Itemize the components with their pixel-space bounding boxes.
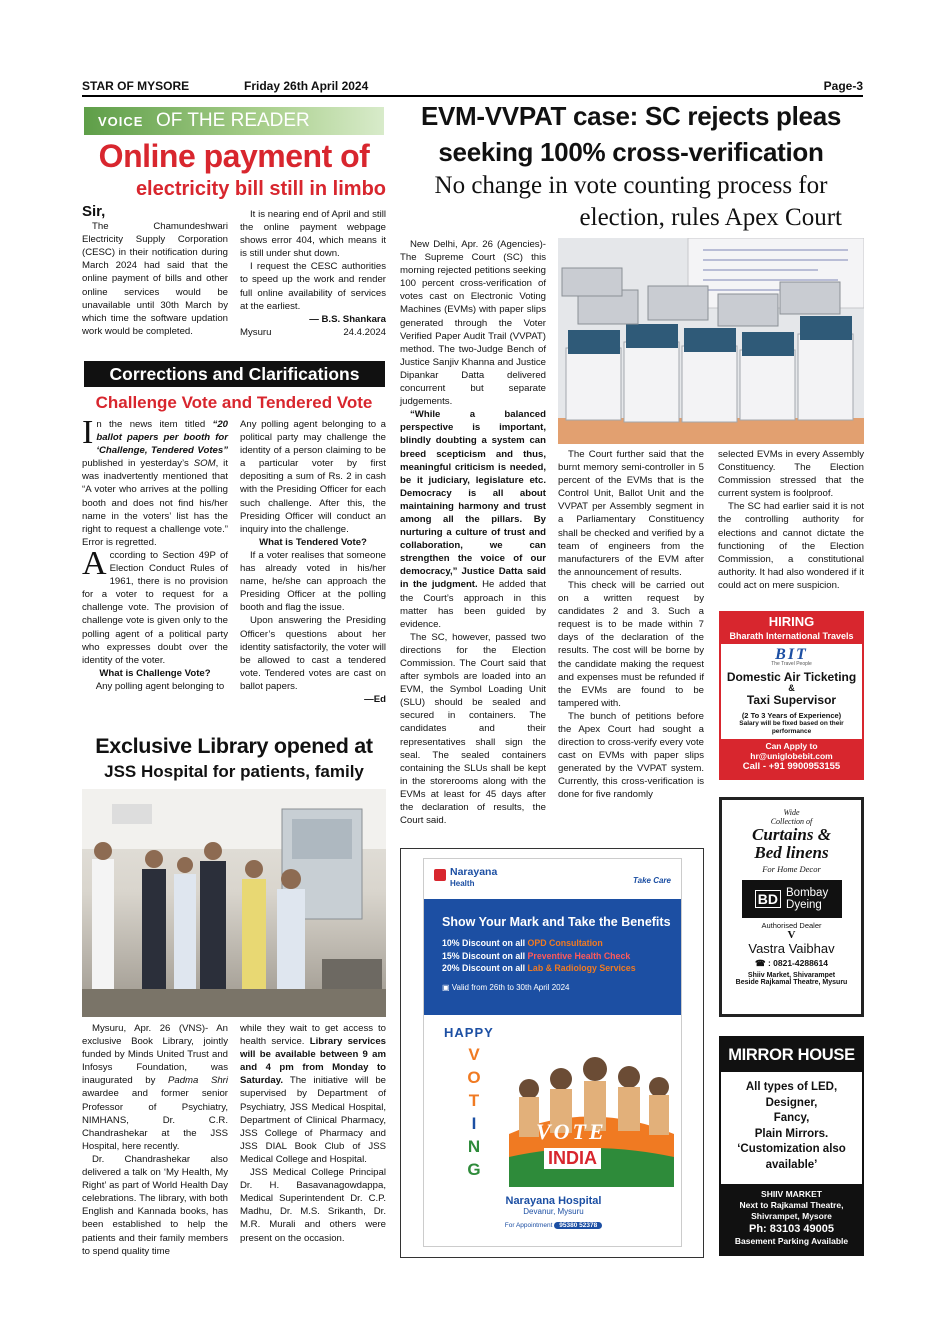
corrections-banner: Corrections and Clarifications (84, 361, 385, 387)
voice-column-2 (240, 208, 386, 339)
ad-mirror-title: MIRROR HOUSE (721, 1038, 862, 1072)
voice-banner (84, 107, 384, 135)
corrections-column-1 (82, 414, 228, 693)
voice-headline-1: Online payment of (98, 138, 370, 174)
ad-narayana (423, 858, 682, 1247)
corrections-question-2: What is Tendered Vote? (259, 536, 367, 548)
ad-narayana-hospital: Narayana Hospital (505, 1195, 602, 1207)
evm-paragraph-2: “While a balanced perspective is important, blindly doubting a system can breed scepticism and thus, meaningful criticism is needed, be it judiciary, legislature etc. Democracy is all about maintaining harmony and trust among all the pillars. By nurturing a culture of trust and collaboration, we can strengthen the voice of our democracy,” Justice Datta said in the judgment. He added that the Court’s approach in this matter has been guided by evidence. (400, 409, 546, 630)
ad-curtains-line-1: Curtains & (752, 825, 831, 844)
ad-hiring-email[interactable]: hr@uniglobebit.com (750, 751, 833, 761)
ad-narayana-india: INDIA (544, 1148, 601, 1169)
library-paragraph-3: while they wait to get access to health service. Library services will be available between 9 am and 4 pm from Monday to Saturday. The initiative will be supervised by Department of Psychiatry, JSS Medical Hospital, Department of Clinical Pharmacy, JSS College of Pharmacy and JSS DIAL Book Club of JSS Medical College and Hospital. (240, 1023, 386, 1165)
ad-curtains-brand-logo (742, 880, 842, 918)
ad-narayana-voting-letters (464, 1043, 484, 1181)
ad-mirror-line: Fancy, (773, 1112, 810, 1124)
evm-paragraph-8: The SC had earlier said it is not the controlling authority for elections and cannot dictate the functioning of the Election Commission, a constitutional authority. It had also wondered if it could act on mere suspicion. (718, 501, 864, 591)
library-column-1 (82, 1022, 228, 1258)
ad-mirror-parking: Basement Parking Available (734, 1236, 849, 1246)
library-paragraph-2: Dr. Chandrashekar also delivered a talk on ‘My Health, My Right’ as part of World Health Day celebrations. The library, with both English and Kannada books, has been established to help the patients and their family members to spend quality time (82, 1153, 228, 1257)
ad-curtains-decor: For Home Decor (762, 864, 821, 874)
voice-headline-2: electricity bill still in limbo (135, 178, 386, 200)
ad-mirror-line: ‘Customization also (737, 1143, 846, 1155)
vastra-logo-icon: V (787, 929, 796, 941)
corrections-column-2 (240, 418, 386, 706)
library-photo (82, 789, 386, 1017)
ad-hiring-amp: & (788, 683, 795, 693)
corrections-question-1: What is Challenge Vote? (99, 667, 211, 679)
ad-curtains-address-1: Shiiv Market, Shivarampet (747, 972, 836, 979)
voice-signature: — B.S. Shankara (309, 313, 386, 325)
ad-mirror-line: All types of LED, (745, 1081, 838, 1093)
library-photo-illustration (82, 789, 386, 1017)
ad-hiring-title: HIRING (721, 613, 862, 630)
ad-narayana-letter: V (468, 1045, 480, 1064)
ad-hiring-contact (721, 739, 862, 778)
ad-curtains-collection: Collection of (770, 817, 813, 826)
ad-narayana-appointment: For Appointment 95380 52378 (424, 1222, 682, 1229)
ad-narayana-offer: 15% Discount on all Preventive Health Check (442, 950, 631, 961)
ad-curtains-shop: Vastra Vaibhav (748, 941, 835, 956)
ad-mirror-phone: Ph: 83103 49005 (748, 1223, 834, 1235)
evm-paragraph-5: This check will be carried out on a written request by candidates 2 and 3. Such a request is to be made within 7 days of the declaration of the results. The cost will be borne by the candidate making the request and expenses must be refunded if the EVMs are found to be tampered with. (558, 579, 704, 709)
ad-mirror-line: Designer, (765, 1096, 818, 1109)
voice-paragraph: I request the CESC authorities to speed up the work and render full online availability of services at the earliest. (240, 261, 386, 312)
ad-narayana-vote-word: VOTE (536, 1119, 607, 1144)
evm-paragraph-4: The Court further said that the burnt memory semi-controller in 5 percent of the EVMs that is the Control Unit, Ballot Unit and the VVPAT per Assembly segment in a Parliamentary Constituency shall be checked and verified by a team of engineers from the manufacturers of the EVM after the announcement of results. (558, 449, 704, 578)
voice-paragraph: The Chamundeshwari Electricity Supply Corporation (CESC) in their notification during March 2024 had said that the online payment of bills and other online services would be unavailable until 30th March by which time the software updation work would be completed. (82, 221, 228, 337)
ad-narayana-offer-panel (424, 899, 682, 1015)
library-paragraph-4: JSS Medical College Principal Dr. H. Basavanagowdappa, Medical Superintendent Dr. C.P. Madhu, Dr. M.S. Srikanth, Dr. M.R. Murali and others were present on the occasion. (240, 1167, 386, 1244)
ad-narayana-logo-icon (434, 869, 446, 881)
corrections-sign: —Ed (364, 693, 386, 705)
library-column-2 (240, 1022, 386, 1245)
ad-narayana-tagline: Take Care (633, 876, 671, 885)
page-number: Page-3 (823, 79, 863, 93)
ad-narayana-offer: 20% Discount on all Lab & Radiology Services (442, 963, 636, 973)
corrections-paragraph-5: Upon answering the Presiding Officer’s questions about her identity satisfactorily, the voter will be allowed to cast a tendered vote. Tendered votes are cast on ballot papers. (240, 615, 386, 692)
voice-column-1 (82, 205, 228, 338)
ad-hiring-role-2: Taxi Supervisor (746, 693, 837, 707)
ad-curtains (719, 797, 864, 1017)
ad-narayana-header (424, 859, 682, 899)
ad-curtains-brand-text: Bombay Dyeing (786, 887, 829, 911)
ad-narayana-letter: N (467, 1137, 481, 1156)
ad-narayana-letter: T (468, 1091, 480, 1110)
evm-column-1 (400, 238, 546, 827)
evm-photo (558, 238, 864, 444)
corrections-headline: Challenge Vote and Tendered Vote (95, 393, 373, 412)
ad-narayana-phone[interactable]: 95380 52378 (554, 1222, 602, 1229)
evm-column-2 (558, 448, 704, 802)
ad-narayana-letter: I (471, 1114, 477, 1133)
corrections-paragraph-3: Any polling agent belonging to a political party may challenge the identity of a person claiming to be a particular voter by first depositing a sum of Rs. 2 in cash with the Presiding Officer for each such challenge. After this, the Presiding Officer will conduct an inquiry into the challenge. (240, 419, 386, 535)
voice-date: 24.4.2024 (343, 326, 386, 338)
ad-mirror-address-3: Shivrampet, Mysore (751, 1211, 832, 1221)
ad-narayana-letter: O (467, 1068, 481, 1087)
ad-narayana-footer (424, 1187, 682, 1247)
voice-place: Mysuru (240, 326, 272, 338)
ad-hiring-apply: Can Apply to (765, 741, 818, 751)
ad-narayana-brand-1: Narayana (450, 866, 498, 878)
ad-mirror-house (719, 1036, 864, 1256)
evm-paragraph-1: New Delhi, Apr. 26 (Agencies)- The Supreme Court (SC) this morning rejected petitions seeking 100 percent cross-verification of votes cast on Electronic Voting Machines (EVMs) with paper slips generated through the Voter Verified Paper Audit Trail (VVPAT) method. The two-Judge Bench of Justice Sanjiv Khanna and Justice Dipankar Datta delivered concurrent but separate judgements. (400, 239, 546, 408)
ad-hiring-company: Bharath International Travels (721, 630, 862, 644)
ad-mirror-body (721, 1080, 862, 1173)
voice-salutation: Sir, (82, 203, 106, 220)
voice-sign-line (240, 326, 386, 339)
ad-mirror-line: available’ (765, 1158, 818, 1171)
ad-hiring (719, 611, 864, 780)
voice-tag-bold: VOICE (98, 114, 144, 129)
library-paragraph-1: Mysuru, Apr. 26 (VNS)- An exclusive Book Library, jointly funded by Minds United Trust and Infosys Foundation, was inaugurated by Padma Shri awardee and former senior Professor of Psychiatry, NIMHANS, Dr. C.R. Chandrashekar at the JSS Hospital, here recently. (82, 1023, 229, 1152)
ad-narayana-headline: Show Your Mark and Take the Benefits (442, 915, 671, 929)
ad-hiring-phone: Call - +91 9900953155 (742, 761, 841, 772)
voice-paragraph: It is nearing end of April and still the online payment webpage shows error 404, which means it is still under shut down. (240, 209, 386, 260)
ad-curtains-line-2: Bed linens (754, 843, 829, 862)
ad-narayana-location: Devanur, Mysuru (523, 1207, 584, 1216)
masthead-rule (82, 95, 863, 97)
ad-mirror-line: Plain Mirrors. (754, 1127, 829, 1140)
evm-column-3 (718, 448, 864, 592)
evm-photo-illustration (558, 238, 864, 444)
library-headline-1: Exclusive Library opened at (95, 734, 373, 758)
evm-paragraph-6: The bunch of petitions before the Apex Court had sought a direction to cross-verify every vote cast on EVMs with paper slips generated by the VVPAT system. Currently, this cross-verification is done for five randomly (558, 710, 704, 801)
ad-mirror-address-2: Next to Rajkamal Theatre, (739, 1200, 844, 1210)
ad-narayana-happy: HAPPY (444, 1025, 494, 1040)
ad-hiring-experience: (2 To 3 Years of Experience) (741, 711, 842, 720)
ad-narayana-offer: 10% Discount on all OPD Consultation (442, 938, 603, 948)
ad-curtains-address-2: Beside Rajkamal Theatre, Mysuru (735, 979, 848, 986)
corrections-paragraph-3a: Any polling agent belonging to (95, 680, 225, 692)
evm-paragraph-3: The SC, however, passed two directions for the Election Commission. The Court said that after symbols are loaded into an EVM, the Symbol Loading Unit (SLU) should be sealed and secured in containers. The candidates and their representatives shall sign the seal. The sealed containers containing the SLUs shall be kept in the storerooms along with the EVMs at least for 45 days after the declaration of results, the Court said. (400, 631, 546, 827)
evm-headline-1: EVM-VVPAT case: SC rejects pleas (420, 101, 842, 131)
ad-curtains-phone: ☎ : 0821-4288614 (755, 958, 828, 968)
ad-narayana-letter: G (467, 1160, 481, 1179)
ad-hiring-salary: Salary will be fixed based on their performance (739, 720, 844, 735)
evm-headline-2: seeking 100% cross-verification (438, 137, 824, 167)
ad-mirror-address-1: SHIIV MARKET (761, 1189, 822, 1199)
voice-tag-rest: OF THE READER (156, 110, 310, 131)
ad-hiring-role-1: Domestic Air Ticketing (726, 670, 857, 684)
ad-mirror-footer (721, 1184, 862, 1254)
issue-date: Friday 26th April 2024 (244, 79, 369, 93)
library-headline-2: JSS Hospital for patients, family (104, 762, 364, 781)
ad-curtains-wide: Wide (783, 808, 800, 817)
ad-narayana-validity: ▣ Valid from 26th to 30th April 2024 (442, 982, 570, 992)
ad-narayana-brand-2: Health (450, 879, 475, 888)
evm-subheadline-1: No change in vote counting process for (434, 172, 828, 199)
bombay-dyeing-icon: BD (755, 890, 781, 908)
corrections-paragraph-4: If a voter realises that someone has already voted in his/her name, he/she can approach the Presiding Officer at the polling booth and flag the issue. (240, 549, 386, 614)
evm-subheadline-2: election, rules Apex Court (579, 204, 842, 231)
corrections-paragraph-2: According to Section 49P of Election Conduct Rules of 1961, there is no provision for a voter to request for a challenge vote. The provision of challenge vote is given only to the polling agent of a political party who expresses doubt over the identity of the voter. (82, 544, 228, 666)
corrections-paragraph-1: In the news item titled “20 ballot papers per booth for ‘Challenge, Tendered Votes” published in yesterday’s SOM, it was inadvertently mentioned that “A voter who arrives at the polling booth and does not find his/her name in the voters’ list has the right to request a challenge vote.” Error is regretted. (82, 414, 228, 548)
ad-hiring-logo-tag: The Travel People (771, 661, 812, 667)
ad-curtains-dealer: Authorised Dealer (761, 921, 822, 930)
evm-paragraph-7: selected EVMs in every Assembly Constituency. The Election Commission stressed that the current system is foolproof. (718, 449, 864, 500)
paper-name: STAR OF MYSORE (82, 79, 190, 93)
ad-hiring-logo: BIT (775, 646, 808, 663)
